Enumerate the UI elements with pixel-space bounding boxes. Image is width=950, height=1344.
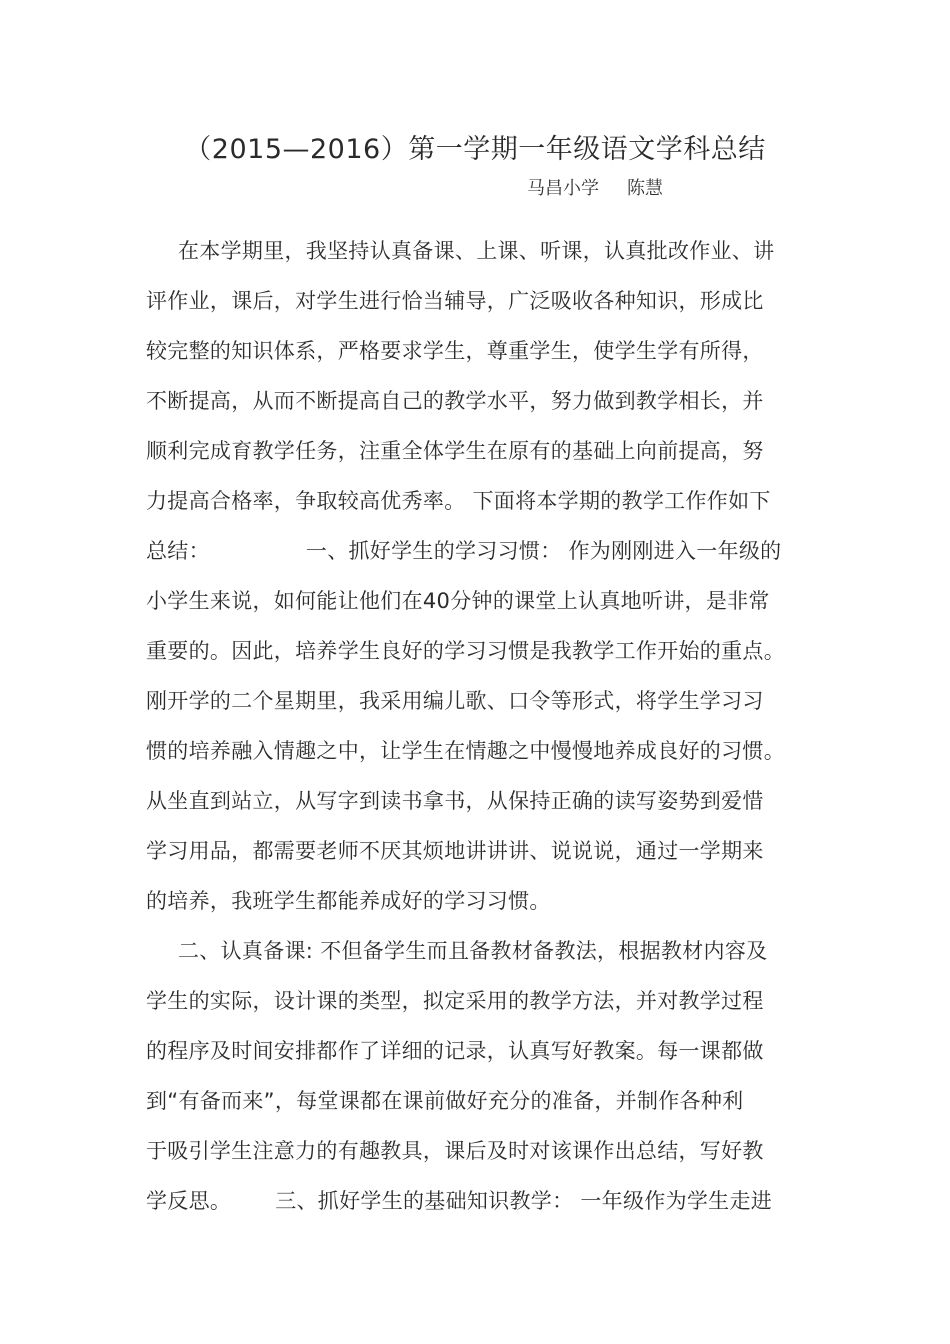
paragraph-line: 评作业，课后，对学生进行恰当辅导，广泛吸收各种知识，形成比 — [146, 289, 764, 313]
paragraph-line: 学习用品，都需要老师不厌其烦地讲讲讲、说说说，通过一学期来 — [146, 839, 764, 863]
paragraph-line: 二、认真备课: 不但备学生而且备教材备教法，根据教材内容及 — [178, 939, 768, 963]
paragraph-line: 从坐直到站立，从写字到读书拿书，从保持正确的读写姿势到爱惜 — [146, 789, 764, 813]
paragraph-line: 较完整的知识体系，严格要求学生，尊重学生，使学生学有所得， — [146, 339, 764, 363]
paragraph-line: 力提高合格率，争取较高优秀率。 下面将本学期的教学工作作如下 — [146, 489, 771, 513]
paragraph-line — [146, 530, 826, 580]
paragraph-line: 刚开学的二个星期里，我采用编儿歌、口令等形式，将学生学习习 — [146, 689, 764, 713]
document-title: （2015—2016）第一学期一年级语文学科总结 — [184, 134, 766, 165]
paragraph-line: 小学生来说，如何能让他们在40分钟的课堂上认真地听讲，是非常 — [146, 589, 770, 613]
body-text — [146, 230, 826, 1230]
reflection-text: 学反思。 — [146, 1189, 232, 1213]
paragraph-line: 到“有备而来”，每堂课都在课前做好充分的准备，并制作各种利 — [146, 1089, 744, 1113]
author-school: 马昌小学 — [527, 178, 599, 199]
summary-label: 总结： — [146, 539, 210, 563]
paragraph-line: 学生的实际，设计课的类型，拟定采用的教学方法，并对教学过程 — [146, 989, 764, 1013]
paragraph-line: 的培养，我班学生都能养成好的学习习惯。 — [146, 889, 551, 913]
paragraph-line: 在本学期里，我坚持认真备课、上课、听课，认真批改作业、讲 — [178, 239, 775, 263]
paragraph-line: 于吸引学生注意力的有趣教具，课后及时对该课作出总结，写好教 — [146, 1139, 764, 1163]
paragraph-line: 的程序及时间安排都作了详细的记录，认真写好教案。每一课都做 — [146, 1039, 764, 1063]
paragraph-line — [146, 1180, 826, 1230]
section-heading-3: 三、抓好学生的基础知识教学： 一年级作为学生走进 — [275, 1189, 773, 1213]
section-heading-1: 一、抓好学生的学习习惯： 作为刚刚进入一年级的 — [305, 539, 782, 563]
author-line — [527, 176, 663, 202]
paragraph-line: 不断提高，从而不断提高自己的教学水平，努力做到教学相长，并 — [146, 389, 764, 413]
author-name: 陈慧 — [627, 178, 663, 199]
paragraph-line: 惯的培养融入情趣之中，让学生在情趣之中慢慢地养成良好的习惯。 — [146, 739, 785, 763]
paragraph-line: 顺利完成育教学任务，注重全体学生在原有的基础上向前提高，努 — [146, 439, 764, 463]
paragraph-line: 重要的。因此，培养学生良好的学习习惯是我教学工作开始的重点。 — [146, 639, 785, 663]
